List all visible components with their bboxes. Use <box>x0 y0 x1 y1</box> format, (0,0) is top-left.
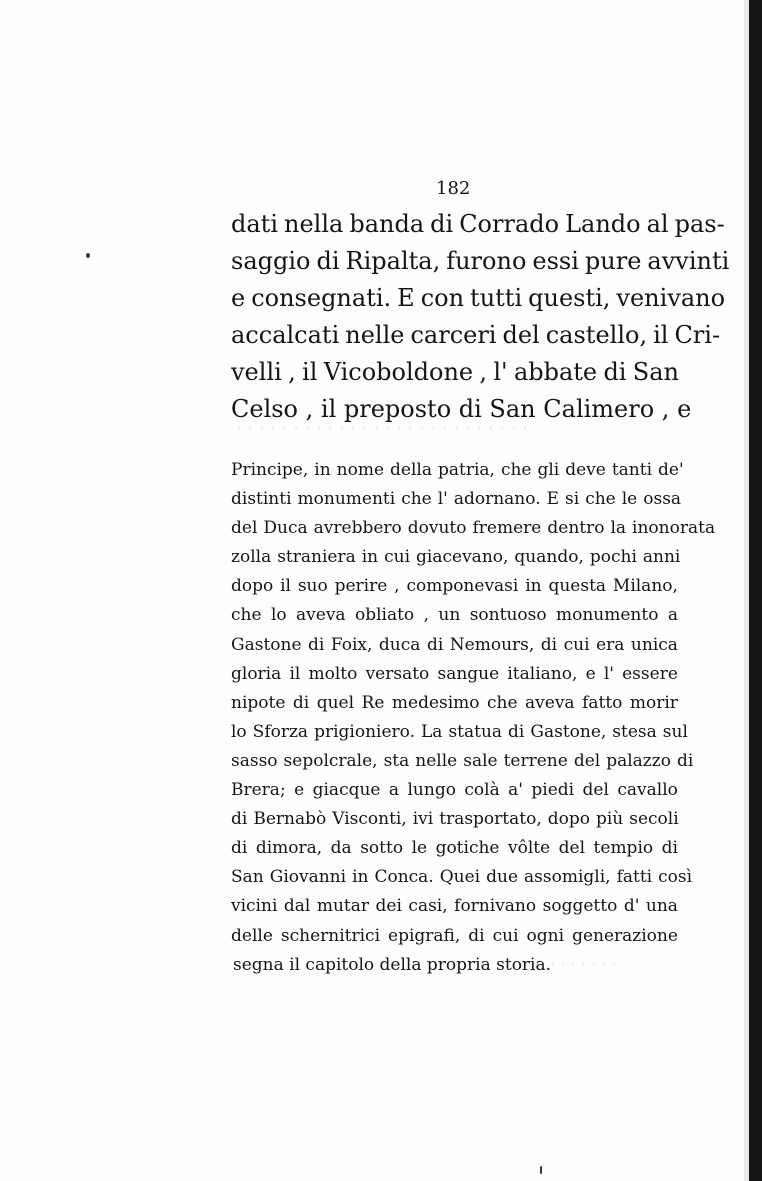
ink-speck <box>86 253 90 258</box>
note-text-line: distinti monumenti che l' adornano. E si che le ossa <box>231 489 682 510</box>
main-text-line: Celso , il preposto di San Calimero , e <box>231 395 692 423</box>
note-text-line: che lo aveva obliato , un sontuoso monumento a <box>231 605 678 626</box>
note-text-line: delle schernitrici epigrafi, di cui ogni generazione <box>231 925 678 946</box>
note-text-line: vicini dal mutar dei casi, fornivano soggetto d' una <box>231 896 678 917</box>
scan-edge-bar <box>749 0 762 1181</box>
note-text-block <box>231 456 716 980</box>
note-text-line: di dimora, da sotto le gotiche vôlte del tempio di <box>231 838 678 859</box>
note-text-line: Principe, in nome della patria, che gli deve tanti de' <box>231 460 684 480</box>
note-text-line: gloria il molto versato sangue italiano, e l' essere <box>231 663 678 684</box>
bleed-through-text: · · · · · · · · · · · · · · · · · · · · · · · · · · <box>236 418 528 439</box>
main-text-line: accalcati nelle carceri del castello, il Cri- <box>231 321 721 349</box>
main-text-block <box>231 206 730 428</box>
note-text-line: segna il capitolo della propria storia. <box>233 954 552 975</box>
note-text-line: sasso sepolcrale, sta nelle sale terrene del palazzo di <box>231 750 694 771</box>
main-text-line: saggio di Ripalta, furono essi pure avvinti <box>231 247 730 275</box>
note-text-line: dopo il suo perire , componevasi in questa Milano, <box>231 576 678 597</box>
note-text-line: nipote di quel Re medesimo che aveva fatto morir <box>231 692 678 713</box>
note-text-line: del Duca avrebbero dovuto fremere dentro la inonorata <box>231 518 716 539</box>
note-text-line: San Giovanni in Conca. Quei due assomigli, fatti così <box>231 867 693 888</box>
main-text-line: e consegnati. E con tutti questi, venivano <box>231 284 726 312</box>
page-number: 182 <box>436 178 471 199</box>
note-text-line: lo Sforza prigioniero. La statua di Gastone, stesa sul <box>231 721 688 742</box>
ink-speck <box>540 1166 542 1174</box>
note-text-line: Gastone di Foix, duca di Nemours, di cui era unica <box>231 634 678 655</box>
note-text-line: Brera; e giacque a lungo colà a' piedi del cavallo <box>231 780 678 801</box>
main-text-line: velli , il Vicoboldone , l' abbate di San <box>231 358 679 386</box>
note-text-line: di Bernabò Visconti, ivi trasportato, dopo più secoli <box>231 809 679 830</box>
note-text-line: zolla straniera in cui giacevano, quando, pochi anni <box>231 547 681 568</box>
bleed-through-text: · · · · · · · · <box>540 955 617 974</box>
main-text-line: dati nella banda di Corrado Lando al pas- <box>231 210 725 238</box>
